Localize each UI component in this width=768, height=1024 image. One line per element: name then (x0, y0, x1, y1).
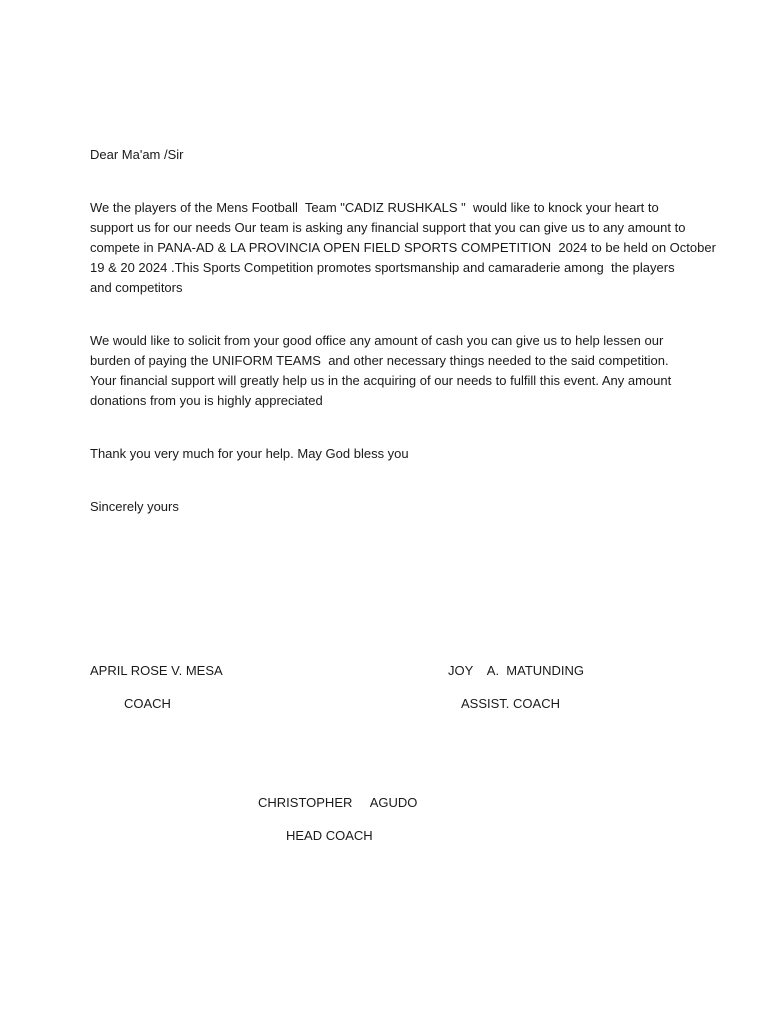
closing-line: Sincerely yours (90, 499, 179, 514)
paragraph-line: We would like to solicit from your good office any amount of cash you can give us to help lessen our (90, 333, 664, 348)
paragraph-line: compete in PANA-AD & LA PROVINCIA OPEN FIELD SPORTS COMPETITION 2024 to be held on October (90, 240, 716, 255)
head-coach-title: HEAD COACH (286, 828, 373, 843)
paragraph-request (90, 198, 716, 298)
paragraph-line: We the players of the Mens Football Team "CADIZ RUSHKALS " would like to knock your heart to (90, 200, 659, 215)
paragraph-solicit (90, 331, 680, 411)
coach-title: COACH (124, 696, 171, 711)
salutation: Dear Ma'am /Sir (90, 147, 184, 162)
paragraph-line: donations from you is highly appreciated (90, 393, 323, 408)
coach-name: APRIL ROSE V. MESA (90, 663, 223, 678)
assist-coach-title: ASSIST. COACH (461, 696, 560, 711)
paragraph-line: and competitors (90, 280, 183, 295)
head-coach-name: CHRISTOPHER AGUDO (258, 795, 418, 810)
assist-coach-name: JOY A. MATUNDING (448, 663, 585, 678)
thanks-line: Thank you very much for your help. May God bless you (90, 446, 409, 461)
paragraph-line: burden of paying the UNIFORM TEAMS and other necessary things needed to the said competition. (90, 353, 669, 368)
paragraph-line: support us for our needs Our team is asking any financial support that you can give us to any amount to (90, 220, 686, 235)
paragraph-line: 19 & 20 2024 .This Sports Competition promotes sportsmanship and camaraderie among the players (90, 260, 675, 275)
paragraph-line: Your financial support will greatly help us in the acquiring of our needs to fulfill this event. Any amount (90, 373, 672, 388)
